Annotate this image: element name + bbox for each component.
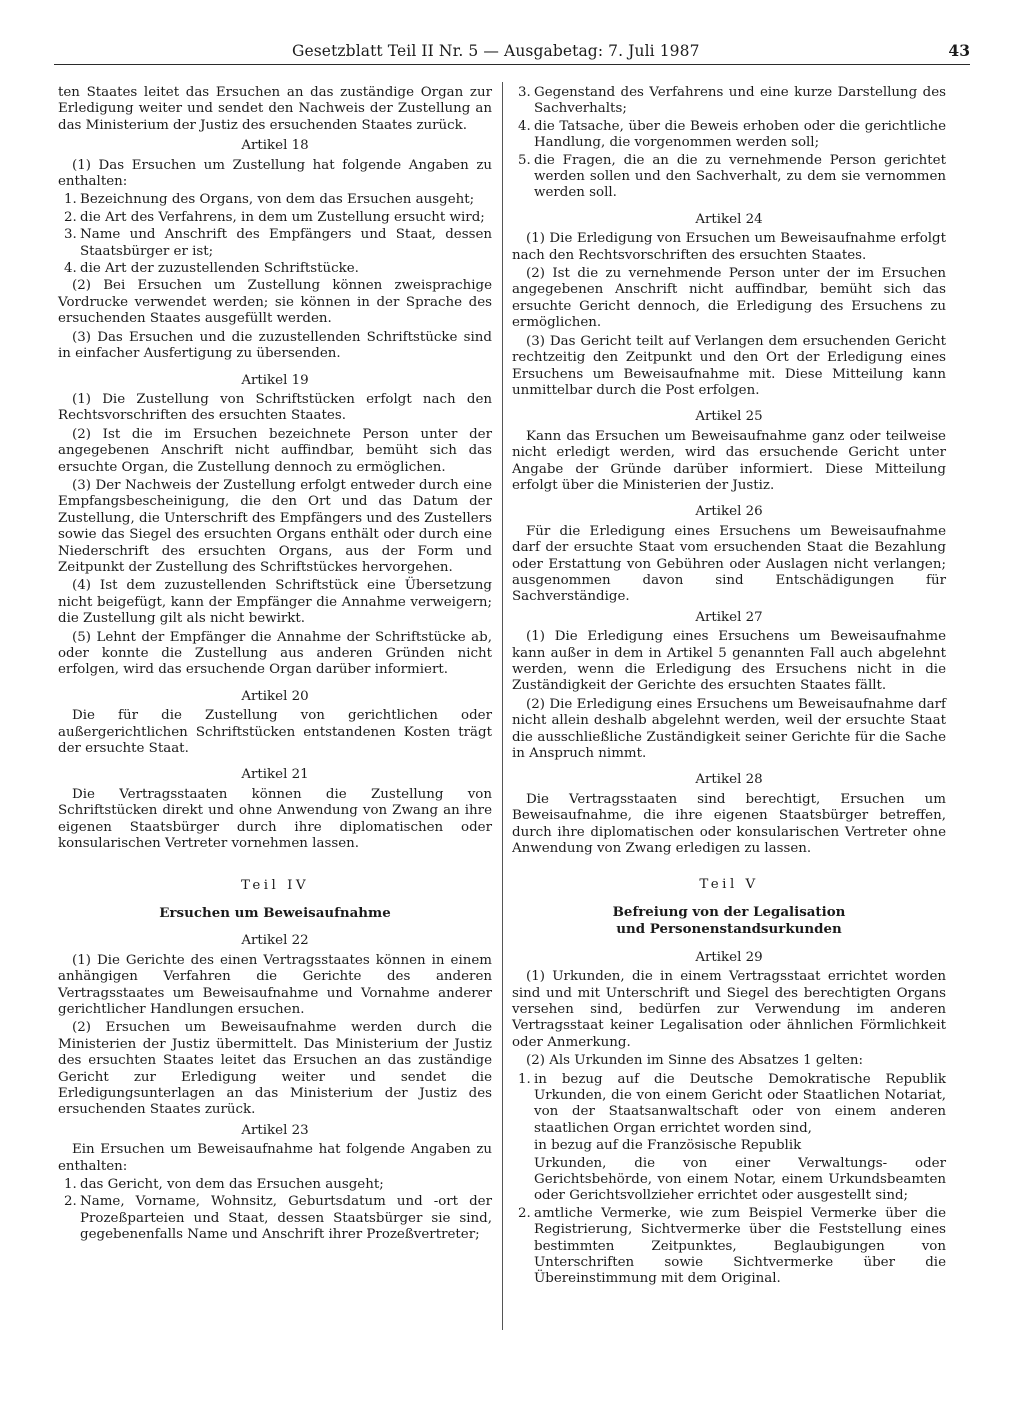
article-paragraph: Die für die Zustellung von gerichtlichen oder außergerichtlichen Schriftstücken entstandenen Kosten trägt der ersuchte Staat.: [58, 708, 492, 757]
list-item: [58, 1177, 492, 1193]
page-number: 43: [948, 41, 970, 60]
article-heading: Artikel 24: [695, 211, 763, 227]
list-text: in bezug auf die Deutsche Demokratische Republik Urkunden, die von einem Gericht oder Staatlichen Notariat, von der Staatsanwaltschaft oder von einem anderen staatlichen Organ errichtet worden sind,: [534, 1071, 946, 1136]
article-heading: Artikel 20: [241, 688, 309, 704]
article-paragraph: Ein Ersuchen um Beweisaufnahme hat folgende Angaben zu enthalten:: [58, 1142, 492, 1174]
list-number: 1.: [64, 192, 77, 208]
article-heading: Artikel 18: [241, 138, 309, 154]
article-heading: Artikel 22: [241, 933, 309, 949]
article-paragraph: (3) Das Ersuchen und die zuzustellenden Schriftstücke sind in einfacher Ausfertigung zu übersenden.: [58, 329, 492, 362]
article-paragraph: (1) Die Zustellung von Schriftstücken erfolgt nach den Rechtsvorschriften des ersuchten Staates.: [58, 391, 492, 424]
article-paragraph: (3) Das Gericht teilt auf Verlangen dem ersuchenden Gericht rechtzeitig den Zeitpunkt und den Ort der Erledigung eines Ersuchens um Beweisaufnahme mit. Diese Mitteilung kann unmittelbar durch die Post erfolgen.: [512, 333, 946, 398]
list-subitem: [512, 1156, 946, 1205]
article-paragraph: (2) Ist die zu vernehmende Person unter der im Ersuchen angegebenen Anschrift nicht auffindbar, bemüht sich das ersuchte Gericht dennoch, die Erledigung des Ersuchens zu ermöglichen.: [512, 266, 946, 331]
list-item: [58, 227, 492, 260]
list-text: die Fragen, die an die zu vernehmende Person gerichtet werden sollen und den Sachverhalt, zu dem sie vernommen werden soll.: [534, 152, 946, 201]
article-paragraph: Kann das Ersuchen um Beweisaufnahme ganz oder teilweise nicht erledigt werden, wird das ersuchende Gericht unter Angabe der Gründe darüber informiert. Diese Mitteilung erfolgt über die Ministerien der Justiz.: [512, 428, 946, 493]
article-paragraph: (1) Urkunden, die in einem Vertragsstaat errichtet worden sind und mit Unterschrift und Siegel des berechtigten Organs versehen sind, bedürfen zur Verwendung im anderen Vertragsstaat keiner Legalisation oder ähnlichen Förmlichkeit oder Anmerkung.: [512, 969, 946, 1050]
list-number: 5.: [518, 152, 531, 168]
list-text: Urkunden, die von einer Verwaltungs- oder Gerichtsbehörde, von einem Notar, einem Urkundsbeamten oder Gerichtsvollzieher errichtet oder ausgestellt sind;: [534, 1155, 946, 1204]
article-paragraph: (1) Die Gerichte des einen Vertragsstaates können in einem anhängigen Verfahren die Gerichte des anderen Vertragsstaates um Beweisaufnahme und Vornahme anderer gerichtlicher Handlungen ersuchen.: [58, 952, 492, 1017]
list-number: 2.: [518, 1205, 531, 1221]
article-paragraph: Die Vertragsstaaten sind berechtigt, Ersuchen um Beweisaufnahme, die ihre eigenen Staatsbürger betreffen, durch ihre diplomatischen oder konsularischen Vertreter ohne Anwendung von Zwang erledigen zu lassen.: [512, 791, 946, 857]
list-item: [58, 261, 492, 277]
part-title: Ersuchen um Beweisaufnahme: [159, 904, 391, 921]
page-header: [54, 38, 970, 65]
list-item: [58, 192, 492, 208]
article-heading: Artikel 21: [241, 767, 309, 783]
list-number: 2.: [64, 1194, 77, 1210]
list-text: das Gericht, von dem das Ersuchen ausgeht;: [80, 1176, 384, 1192]
header-title: Gesetzblatt Teil II Nr. 5 — Ausgabetag: 7. Juli 1987: [292, 42, 700, 60]
article-heading: Artikel 26: [695, 504, 763, 520]
list-item: [58, 1194, 492, 1243]
list-text: Gegenstand des Verfahrens und eine kurze Darstellung des Sachverhalts;: [534, 85, 946, 117]
article-paragraph: (1) Die Erledigung eines Ersuchens um Beweisaufnahme kann außer in dem in Artikel 5 genannten Fall auch abgelehnt werden, wenn die Erledigung des Ersuchens nicht in die Zuständigkeit der Gerichte des ersuchten Staates fällt.: [512, 629, 946, 694]
right-column: [512, 85, 946, 1289]
article-paragraph: (3) Der Nachweis der Zustellung erfolgt entweder durch eine Empfangsbescheinigung, die den Ort und das Datum der Zustellung, die Unterschrift des Empfängers und des Zustellers sowie das Siegel des ersuchten Organs enthält oder durch eine Niederschrift des ersuchten Organs, aus der Form und Zeitpunkt der Zustellung des Schriftstückes hervorgehen.: [58, 477, 492, 575]
column-divider: [502, 82, 503, 1330]
article-heading: Artikel 28: [695, 772, 763, 788]
list-number: 4.: [518, 118, 531, 134]
list-item: [512, 85, 946, 118]
list-text: amtliche Vermerke, wie zum Beispiel Vermerke über die Registrierung, Sichtvermerke über die Feststellung eines bestimmten Zeitpunktes, Beglaubigungen von Unterschriften sowie Sichtvermerke über die Übereinstimmung mit dem Original.: [534, 1205, 946, 1287]
list-text: die Art der zuzustellenden Schriftstücke.: [80, 261, 359, 277]
list-number: 1.: [518, 1071, 531, 1087]
list-item: [512, 119, 946, 152]
article-paragraph: (2) Ist die im Ersuchen bezeichnete Person unter der angegebenen Anschrift nicht auffindbar, bemüht sich das ersuchte Organ, die Zustellung dennoch zu ermöglichen.: [58, 426, 492, 475]
article-paragraph: (4) Ist dem zuzustellenden Schriftstück eine Übersetzung nicht beigefügt, kann der Empfänger die Annahme verweigern; die Zustellung gilt als nicht bewirkt.: [58, 578, 492, 627]
list-text: die Tatsache, über die Beweis erhoben oder die gerichtliche Handlung, die vorgenommen werden soll;: [534, 118, 946, 151]
article-heading: Artikel 29: [695, 949, 763, 965]
article-paragraph: (1) Die Erledigung von Ersuchen um Beweisaufnahme erfolgt nach den Rechtsvorschriften des ersuchten Staates.: [512, 231, 946, 263]
list-item: [512, 1072, 946, 1138]
list-number: 1.: [64, 1176, 77, 1192]
article-paragraph: (2) Bei Ersuchen um Zustellung können zweisprachige Vordrucke verwendet werden; sie können in der Sprache des ersuchenden Staates ausgefüllt werden.: [58, 278, 492, 327]
article-paragraph: Für die Erledigung eines Ersuchens um Beweisaufnahme darf der ersuchte Staat vom ersuchenden Staat die Bezahlung oder Erstattung von Gebühren oder Auslagen nicht verlangen; ausgenommen davon sind Entschädigungen für Sachverständige.: [512, 523, 946, 605]
list-text: Name und Anschrift des Empfängers und Staat, dessen Staatsbürger er ist;: [80, 227, 492, 259]
list-text: Name, Vorname, Wohnsitz, Geburtsdatum und -ort der Prozeßparteien und Staat, dessen Staatsbürger sie sind, gegebenenfalls Name und Anschrift ihrer Prozeßvertreter;: [80, 1194, 492, 1243]
article-paragraph: (2) Als Urkunden im Sinne des Absatzes 1 gelten:: [526, 1053, 864, 1069]
article-paragraph: (5) Lehnt der Empfänger die Annahme der Schriftstücke ab, oder konnte die Zustellung aus anderen Gründen nicht erfolgen, wird das ersuchende Organ darüber informiert.: [58, 629, 492, 678]
list-number: 3.: [518, 85, 531, 100]
list-text: Bezeichnung des Organs, von dem das Ersuchen ausgeht;: [80, 192, 475, 208]
continued-paragraph: ten Staates leitet das Ersuchen an das zuständige Organ zur Erledigung weiter und sendet den Nachweis der Zustellung an das Ministerium der Justiz des ersuchenden Staates zurück.: [58, 85, 492, 133]
list-item: [512, 153, 946, 202]
part-label: Teil V: [699, 877, 759, 893]
list-number: 2.: [64, 209, 77, 225]
article-heading: Artikel 25: [695, 409, 763, 425]
part-title: und Personenstandsurkunden: [616, 921, 842, 938]
list-number: 4.: [64, 261, 77, 277]
article-paragraph: (2) Die Erledigung eines Ersuchens um Beweisaufnahme darf nicht allein deshalb abgelehnt werden, weil der ersuchte Staat die ausschließliche Zuständigkeit seiner Gerichte für die Sache in Anspruch nimmt.: [512, 696, 946, 762]
article-heading: Artikel 23: [241, 1122, 309, 1138]
article-paragraph: Die Vertragsstaaten können die Zustellung von Schriftstücken direkt und ohne Anwendung von Zwang an ihre eigenen Staatsbürger durch ihre diplomatischen oder konsularischen Vertreter vornehmen lassen.: [58, 786, 492, 852]
list-item: [58, 210, 492, 226]
list-number: 3.: [64, 227, 77, 243]
left-column: [58, 85, 492, 1245]
list-text: die Art des Verfahrens, in dem um Zustellung ersucht wird;: [80, 209, 485, 225]
article-heading: Artikel 27: [695, 609, 763, 625]
list-subtext: in bezug auf die Französische Republik: [534, 1138, 802, 1154]
article-paragraph: (2) Ersuchen um Beweisaufnahme werden durch die Ministerien der Justiz übermittelt. Das Ministerium der Justiz des ersuchten Staates leitet das Ersuchen an das zuständige Gericht zur Erledigung weiter und sendet die Erledigungsunterlagen an das Ministerium der Justiz des ersuchenden Staates zurück.: [58, 1020, 492, 1118]
article-paragraph: (1) Das Ersuchen um Zustellung hat folgende Angaben zu enthalten:: [58, 157, 492, 190]
part-title: Befreiung von der Legalisation: [612, 903, 846, 920]
article-heading: Artikel 19: [241, 372, 309, 388]
list-item: [512, 1206, 946, 1288]
part-label: Teil IV: [240, 878, 310, 894]
